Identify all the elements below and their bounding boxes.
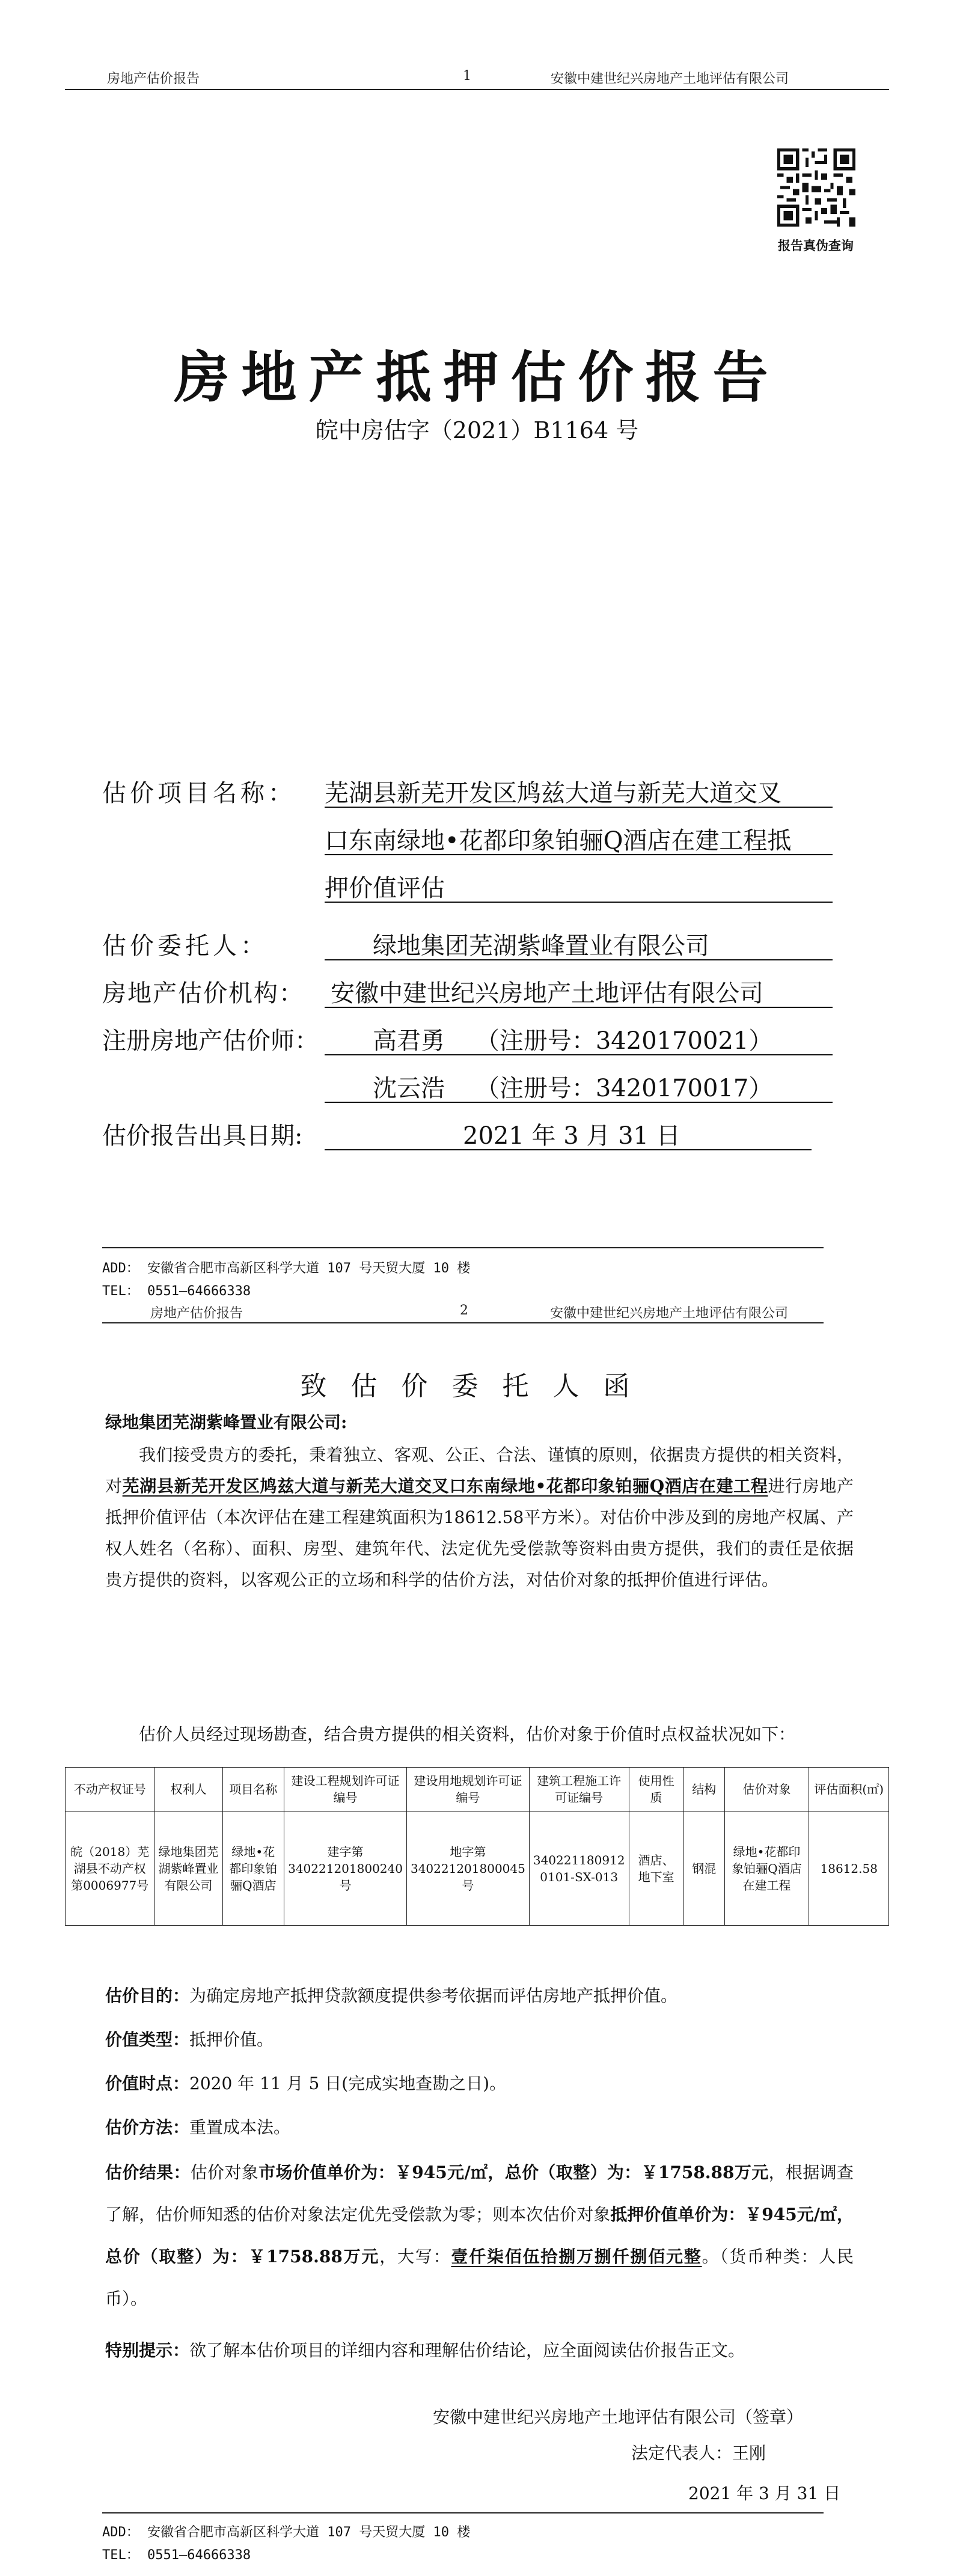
project-name-line-1: 芜湖县新芜开发区鸠兹大道与新芜大道交叉 [325, 780, 781, 807]
qr-caption: 报告真伪查询 [778, 238, 854, 253]
method-line: 估价方法：重置成本法。 [105, 2117, 291, 2137]
project-name-line-3: 押价值评估 [325, 874, 445, 902]
property-table [65, 1767, 889, 1926]
value-time-line: 价值时点：2020 年 11 月 5 日(完成实地查勘之日)。 [105, 2074, 507, 2093]
intro-paragraph: 我们接受贵方的委托，秉着独立、客观、公正、合法、谨慎的原则，依据贵方提供的相关资料，对芜湖县新芜开发区鸠兹大道与新芜大道交叉口东南绿地•花都印象铂骊Q酒店在建工程进行房地产抵押价值评估（本次评估在建工程建筑面积为18612.58平方米）。对估价中涉及到的房地产权属、产权人姓名（名称）、面积、房型、建筑年代、法定优先受偿款等资料由贵方提供，我们的责任是依据贵方提供的资料，以客观公正的立场和科学的估价方法，对估价对象的抵押价值进行评估。 [105, 1445, 854, 1590]
legal-representative: 法定代表人：王刚 [631, 2443, 766, 2463]
page-header-left: 房地产估价报告 [107, 72, 200, 87]
notice-line: 特别提示：欲了解本估价项目的详细内容和理解估价结论，应全面阅读估价报告正文。 [105, 2340, 745, 2360]
agency-label: 房地产估价机构： [102, 980, 304, 1007]
qr-code-icon[interactable] [777, 148, 856, 227]
signature-date: 2021 年 3 月 31 日 [688, 2483, 841, 2503]
client-value: 绿地集团芜湖紫峰置业有限公司 [373, 932, 709, 960]
appraiser-1: 高君勇 （注册号：3420170021） [373, 1027, 773, 1055]
page-number: 2 [460, 1303, 468, 1318]
footer-address: ADD： 安徽省合肥市高新区科学大道 107 号天贸大厦 10 楼 [102, 1261, 471, 1276]
footer-address: ADD： 安徽省合肥市高新区科学大道 107 号天贸大厦 10 楼 [102, 2525, 471, 2540]
letter-title: 致估价委托人函 [300, 1371, 654, 1402]
footer-rule [102, 1247, 824, 1248]
footer-tel: TEL： 0551—64666338 [102, 2548, 251, 2563]
issue-date-value: 2021 年 3 月 31 日 [463, 1122, 680, 1150]
footer-tel: TEL： 0551—64666338 [102, 1284, 251, 1299]
table-row: 皖（2018）芜湖县不动产权第0006977号 绿地集团芜湖紫峰置业有限公司 绿地•花都印象铂骊Q酒店 建字第340221201800240号 地字第340221201800045号 340221180912 0101-SX-013 酒店、地下室 钢混 绿地•花都印象铂骊Q酒店在建工程 18612.58 [66, 1811, 889, 1926]
project-name-label: 估价项目名称： [102, 780, 296, 807]
page-header-left: 房地产估价报告 [150, 1306, 243, 1321]
report-title: 房地产抵押估价报告 [174, 345, 780, 410]
document-number: 皖中房估字（2021）B1164 号 [315, 417, 639, 444]
header-rule [102, 1322, 824, 1323]
client-label: 估价委托人： [102, 932, 268, 960]
appraiser-2: 沈云浩 （注册号：3420170017） [373, 1075, 773, 1102]
agency-value: 安徽中建世纪兴房地产土地评估有限公司 [331, 980, 763, 1007]
table-header-row: 不动产权证号 权利人 项目名称 建设工程规划许可证编号 建设用地规划许可证编号 建筑工程施工许可证编号 使用性质 结构 估价对象 评估面积(㎡) [66, 1768, 889, 1811]
signature-company: 安徽中建世纪兴房地产土地评估有限公司（签章） [433, 2407, 804, 2427]
addressee: 绿地集团芜湖紫峰置业有限公司: [105, 1412, 347, 1432]
project-name-line-2: 口东南绿地•花都印象铂骊Q酒店在建工程抵 [325, 827, 792, 855]
purpose-line: 估价目的：为确定房地产抵押贷款额度提供参考依据而评估房地产抵押价值。 [105, 1986, 678, 2006]
issue-date-label: 估价报告出具日期: [102, 1122, 303, 1150]
footer-rule [102, 2512, 824, 2513]
page-number: 1 [463, 69, 471, 84]
header-rule [65, 89, 889, 90]
page-header-right: 安徽中建世纪兴房地产土地评估有限公司 [551, 72, 789, 87]
appraiser-label: 注册房地产估价师： [102, 1027, 319, 1055]
survey-paragraph: 估价人员经过现场勘查，结合贵方提供的相关资料，估价对象于价值时点权益状况如下： [139, 1724, 796, 1744]
page-header-right: 安徽中建世纪兴房地产土地评估有限公司 [550, 1306, 789, 1321]
project-name-inline: 芜湖县新芜开发区鸠兹大道与新芜大道交叉口东南绿地•花都印象铂骊Q酒店在建工程 [122, 1476, 768, 1496]
value-type-line: 价值类型：抵押价值。 [105, 2030, 274, 2050]
result-paragraph: 估价结果：估价对象市场价值单价为：￥945元/㎡，总价（取整）为：￥1758.88万元，根据调查了解，估价师知悉的估价对象法定优先受偿款为零；则本次估价对象抵押价值单价为：￥945元/㎡，总价（取整）为：￥1758.88万元，大写：壹仟柒佰伍拾捌万捌仟捌佰元整。（货币种类：人民币）。 [105, 2162, 854, 2309]
